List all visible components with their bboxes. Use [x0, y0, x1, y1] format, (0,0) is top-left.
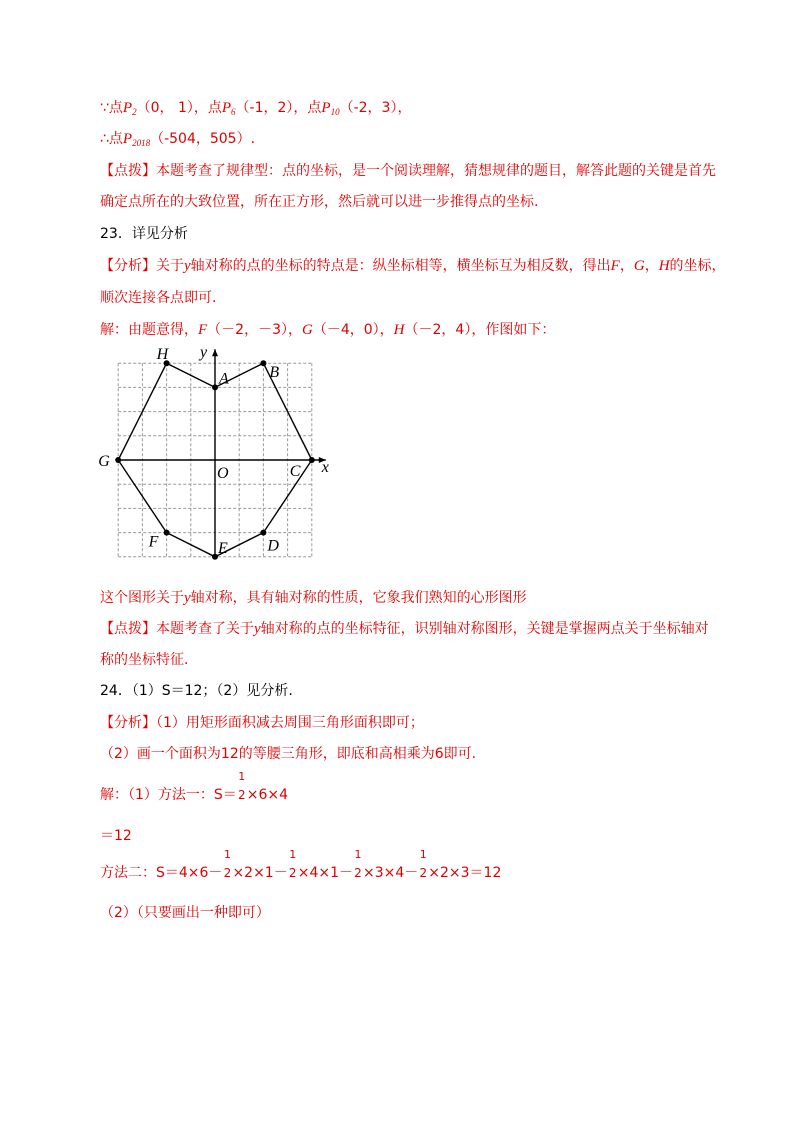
text-line-18: （2）（只要画出一种即可） — [100, 905, 270, 921]
text-line-4: 确定点所在的大致位置，所在正方形，然后就可以进一步推得点的坐标. — [100, 194, 539, 210]
text-line-15: 解：（1）方法一：S＝ 1 2×6×4 — [100, 770, 289, 803]
text-line-10: 【点拨】本题考查了关于y轴对称的点的坐标特征，识别轴对称图形，关键是掌握两点关于坐标轴对 — [100, 621, 709, 637]
text-line-2: ∴点$P_{2018}(-504$，505）. — [100, 131, 256, 148]
text-line-3: 【点拨】本题考查了规律型：点的坐标，是一个阅读理解，猜想规律的题目，解答此题的关键是首先 — [100, 163, 716, 179]
text-line-7: 顺次连接各点即可. — [100, 290, 217, 306]
text-line-12: 24．（1）S＝12；（2）见分析. — [100, 683, 293, 699]
point-B — [260, 360, 266, 366]
label-F: F — [148, 533, 159, 551]
text-line-9: 这个图形关于y轴对称，具有轴对称的性质，它象我们熟知的心形图形 — [100, 590, 527, 606]
text-line-6: 【分析】关于y轴对称的点的坐标的特点是：纵坐标相等，横坐标互为相反数，得出F，G，H的坐标， — [100, 258, 726, 274]
label-y-axis: y — [200, 344, 208, 362]
label-A: A — [219, 370, 229, 388]
label-D: D — [267, 537, 279, 555]
text-line-14: （2）画一个面积为12的等腰三角形，即底和高相乘为6即可. — [100, 746, 477, 762]
label-x-axis: x — [321, 459, 329, 476]
y-axis-arrow — [212, 349, 218, 356]
label-origin: O — [217, 465, 229, 482]
label-G: G — [98, 453, 110, 470]
text-line-17: 方法二：S＝4×6－ 1 2×2×1－ 1 2×4×1－ 1 2×3×4－ 1 2×2×3＝12 — [100, 848, 502, 881]
text-line-5: 23．详见分析 — [100, 226, 188, 242]
text-line-11: 称的坐标特征. — [100, 652, 189, 668]
point-A — [212, 384, 218, 390]
label-B: B — [269, 364, 280, 382]
text-line-1: ∵点$P_2(0$， 1），点$P_6(-1$，2），点$P_{10}(-2$，3）， — [100, 100, 412, 117]
point-D — [260, 530, 266, 536]
label-E: E — [218, 539, 228, 557]
coordinate-graph — [95, 336, 340, 561]
text-line-16: ＝12 — [100, 828, 132, 844]
label-C: C — [289, 463, 301, 480]
point-C — [309, 457, 315, 463]
label-H: H — [156, 346, 169, 364]
point-F — [164, 530, 170, 536]
point-labels — [98, 344, 329, 557]
text-line-13: 【分析】（1）用矩形面积减去周围三角形面积即可； — [100, 715, 424, 731]
point-G — [115, 457, 121, 463]
text-line-8: 解：由题意得，F（－2，－3），G（－4，0），H（－2，4），作图如下： — [100, 322, 556, 338]
